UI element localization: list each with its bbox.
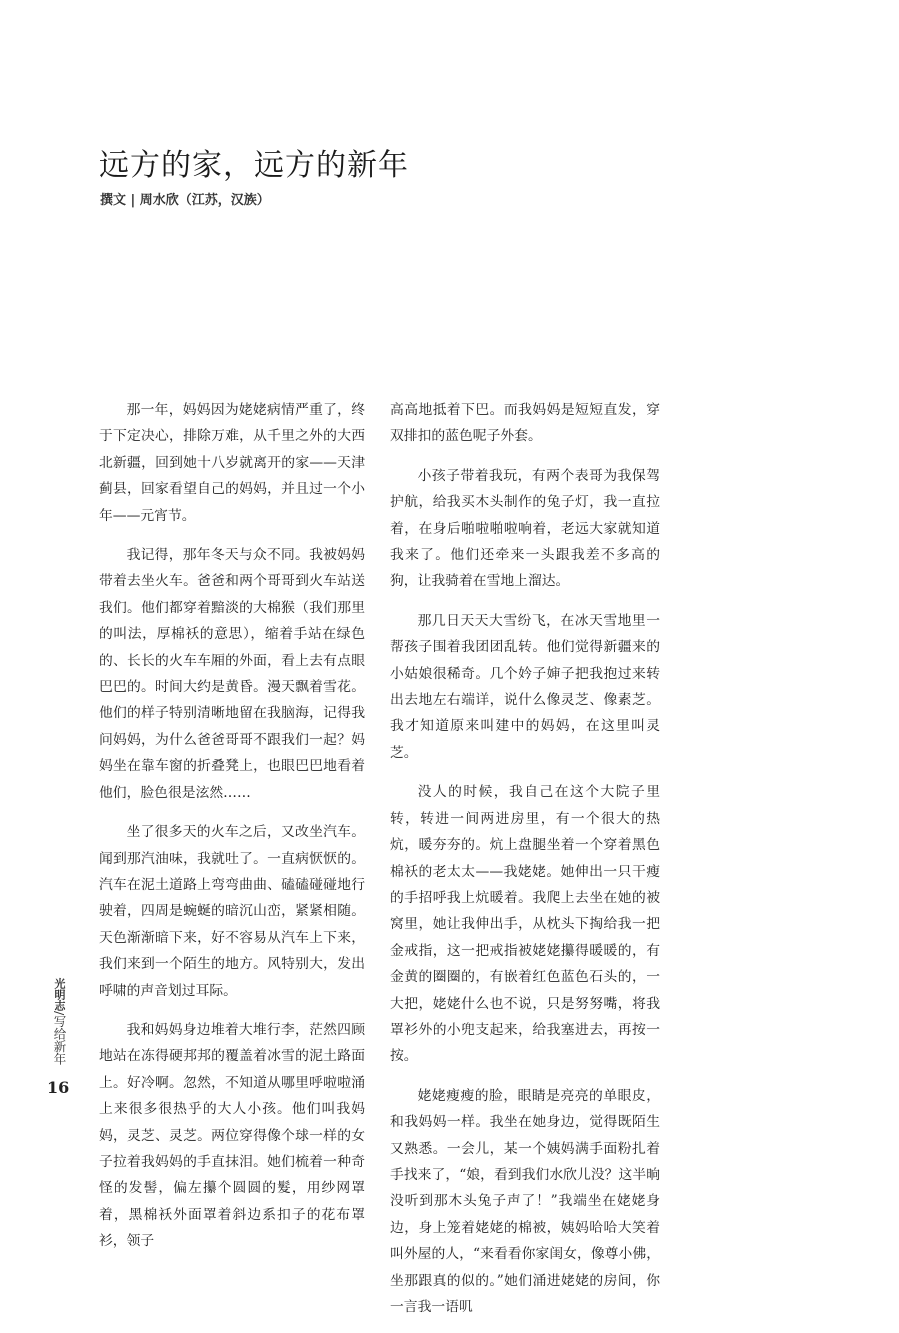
paragraph: 我记得，那年冬天与众不同。我被妈妈带着去坐火车。爸爸和两个哥哥到火车站送我们。他们都穿着黯淡的大棉猴（我们那里的叫法，厚棉袄的意思），缩着手站在绿色的、长长的火车车厢的外面，看上去有点眼巴巴的。时间大约是黄昏。漫天飘着雪花。他们的样子特别清晰地留在我脑海，记得我问妈妈，为什么爸爸哥哥不跟我们一起？妈妈坐在靠车窗的折叠凳上，也眼巴巴地看着他们，脸色很是泫然…… [99,547,365,801]
paragraph-continued: 高高地抵着下巴。而我妈妈是短短直发，穿双排扣的蓝色呢子外套。 [390,402,660,445]
paragraph: 没人的时候，我自己在这个大院子里转，转进一间两进房里，有一个很大的热炕，暖夯夯的。炕上盘腿坐着一个穿着黑色棉袄的老太太——我姥姥。她伸出一只干瘦的手招呼我上炕暖着。我爬上去坐在她的被窝里，她让我伸出手，从枕头下掏给我一把金戒指，这一把戒指被姥姥攥得暖暖的，有金黄的圈圈的，有嵌着红色蓝色石头的，一大把，姥姥什么也不说，只是努努嘴，将我罩衫外的小兜支起来，给我塞进去，再按一按。 [390,784,660,1065]
paragraph: 那一年，妈妈因为姥姥病情严重了，终于下定决心，排除万难，从千里之外的大西北新疆，回到她十八岁就离开的家——天津蓟县，回家看望自己的妈妈，并且过一个小年——元宵节。 [99,402,365,524]
section-name: 写给新年 [52,1015,67,1066]
article-title: 远方的家，远方的新年 [99,148,409,183]
section-label [50,978,66,1065]
magazine-brand: 光明志 [53,978,66,1011]
article-byline: 撰文 | 周水欣（江苏，汉族） [100,193,270,208]
page-number: 16 [47,1078,70,1097]
paragraph: 我和妈妈身边堆着大堆行李，茫然四顾地站在冻得硬邦邦的覆盖着冰雪的泥土路面上。好冷啊。忽然，不知道从哪里呼啦啦涌上来很多很热乎的大人小孩。他们叫我妈妈，灵芝、灵芝。两位穿得像个球一样的女子拉着我妈妈的手直抹泪。她们梳着一种奇怪的发髻，偏左攥个圆圆的髮，用纱网罩着，黑棉袄外面罩着斜边系扣子的花布罩衫，领子 [99,1021,365,1250]
separator: / [52,1011,67,1016]
paragraph: 那几日天天大雪纷飞，在冰天雪地里一帮孩子围着我团团乱转。他们觉得新疆来的小姑娘很稀奇。几个妗子婶子把我抱过来转出去地左右端详，说什么像灵芝、像素芝。我才知道原来叫建中的妈妈，在这里叫灵芝。 [390,612,660,761]
paragraph: 小孩子带着我玩，有两个表哥为我保驾护航，给我买木头制作的兔子灯，我一直拉着，在身后啪啦啪啦响着，老远大家就知道我来了。他们还牵来一头跟我差不多高的狗，让我骑着在雪地上溜达。 [390,467,660,590]
left-column [99,397,365,1268]
right-column [390,397,660,1333]
paragraph: 姥姥瘦瘦的脸，眼睛是亮亮的单眼皮，和我妈妈一样。我坐在她身边，觉得既陌生又熟悉。一会儿，某一个姨妈满手面粉扎着手找来了，“娘，看到我们水欣儿没？这半晌没听到那木头兔子声了！”我端坐在姥姥身边，身上笼着姥姥的棉被，姨妈哈哈大笑着叫外屋的人，“来看看你家闺女，像尊小佛，坐那跟真的似的。”她们涌进姥姥的房间，你一言我一语叽 [390,1087,660,1315]
paragraph: 坐了很多天的火车之后，又改坐汽车。闻到那汽油味，我就吐了。一直病恹恹的。汽车在泥土道路上弯弯曲曲、磕磕碰碰地行驶着，四周是蜿蜒的暗沉山峦，紧紧相随。天色渐渐暗下来，好不容易从汽车上下来，我们来到一个陌生的地方。风特别大，发出呼啸的声音划过耳际。 [99,824,365,999]
